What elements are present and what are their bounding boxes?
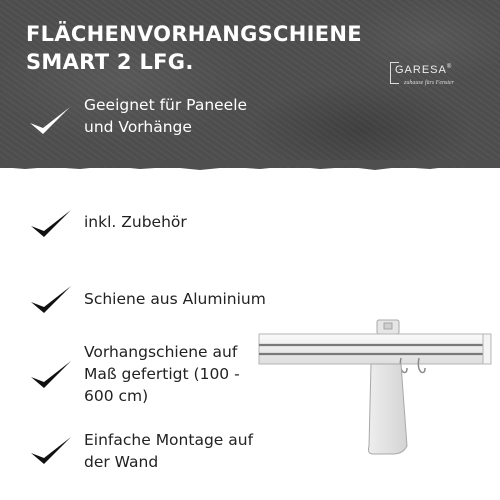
- product-title-line-2: SMART 2 LFG.: [26, 50, 194, 74]
- feature-accessories: [84, 211, 187, 233]
- feature-line: der Wand: [84, 453, 159, 471]
- check-icon: [28, 358, 74, 392]
- feature-line: 600 cm): [84, 387, 149, 405]
- check-icon: [28, 283, 74, 317]
- feature-wall-mount: [84, 429, 253, 473]
- feature-panels-curtains: [84, 94, 247, 138]
- check-icon: [27, 104, 73, 138]
- wall-bracket: [369, 364, 408, 454]
- feature-line: Maß gefertigt (100 -: [84, 365, 240, 383]
- feature-custom-size: [84, 341, 240, 407]
- rail-top-clip-screw: [384, 323, 392, 329]
- feature-line: inkl. Zubehör: [84, 213, 187, 231]
- feature-aluminium: [84, 288, 266, 310]
- feature-line: Vorhangschiene auf: [84, 343, 238, 361]
- product-title-line-1: FLÄCHENVORHANGSCHIENE: [26, 22, 362, 46]
- feature-line: Geeignet für Paneele: [84, 96, 248, 114]
- rail-end-cap: [483, 334, 491, 364]
- banner-torn-edge: [0, 160, 500, 176]
- curtain-rail-image: [255, 318, 495, 458]
- logo-tagline: zuhause fürs Fenster: [404, 80, 454, 86]
- logo-registered-mark: ®: [446, 64, 453, 70]
- logo-name-text: GARESA: [395, 64, 447, 76]
- check-icon: [28, 434, 74, 468]
- feature-line: Schiene aus Aluminium: [84, 290, 266, 308]
- rail-body: [259, 334, 491, 364]
- brand-logo: [390, 62, 470, 92]
- check-icon: [28, 207, 74, 241]
- feature-line: Einfache Montage auf: [84, 431, 254, 449]
- feature-line: und Vorhänge: [84, 118, 192, 136]
- logo-name: [395, 64, 452, 76]
